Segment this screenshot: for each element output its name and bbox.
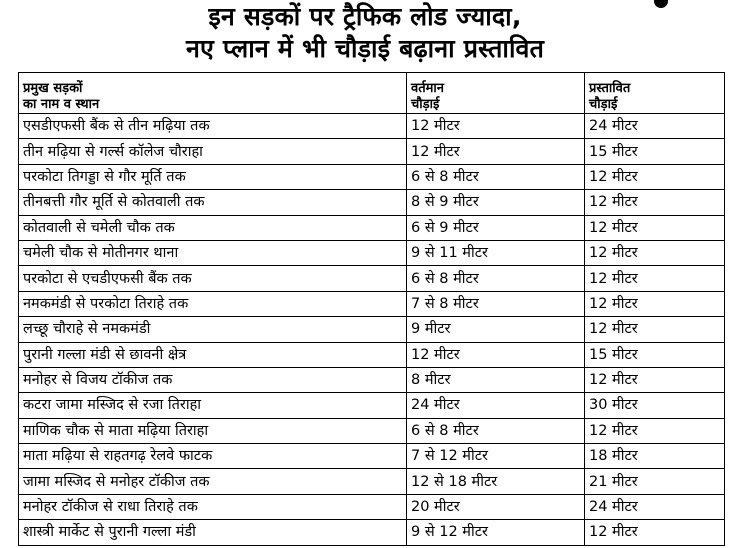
header-road-line-2: का नाम व स्थान [23,97,100,112]
table-row [19,164,725,189]
proposed-width-cell: 24 मीटर [585,114,725,139]
table-row [19,342,725,367]
road-name-cell: मनोहर टॉकीज से राधा तिराहे तक [19,494,407,519]
current-width-cell: 9 से 11 मीटर [407,240,585,265]
proposed-width-cell: 30 मीटर [585,393,725,418]
current-width-cell: 7 से 8 मीटर [407,291,585,316]
table-row [19,139,725,164]
headline-line-2: नए प्लान में भी चौड़ाई बढ़ाना प्रस्तावित [185,34,545,63]
proposed-width-cell: 12 मीटर [585,291,725,316]
road-name-cell: एसडीएफसी बैंक से तीन मढ़िया तक [19,114,407,139]
table-row [19,494,725,519]
road-name-cell: माणिक चौक से माता मढ़िया तिराहा [19,418,407,443]
road-name-cell: कोतवाली से चमेली चौक तक [19,215,407,240]
table-row [19,215,725,240]
table-header-row [19,73,725,114]
table-row [19,291,725,316]
current-width-cell: 6 से 8 मीटर [407,418,585,443]
proposed-width-cell: 12 मीटर [585,367,725,392]
road-name-cell: तीन मढ़िया से गर्ल्स कॉलेज चौराहा [19,139,407,164]
current-width-cell: 8 से 9 मीटर [407,190,585,215]
table-row [19,190,725,215]
current-width-cell: 9 मीटर [407,317,585,342]
road-name-cell: माता मढ़िया से राहतगढ़ रेलवे फाटक [19,444,407,469]
current-width-cell: 7 से 12 मीटर [407,444,585,469]
table-row [19,240,725,265]
road-name-cell: परकोटा से एचडीएफसी बैंक तक [19,266,407,291]
proposed-width-cell: 12 मीटर [585,240,725,265]
proposed-width-cell: 21 मीटर [585,469,725,494]
header-current-line-2: चौड़ाई [411,97,440,112]
current-width-cell: 24 मीटर [407,393,585,418]
proposed-width-cell: 12 मीटर [585,418,725,443]
proposed-width-cell: 15 मीटर [585,342,725,367]
road-name-cell: नमकमंडी से परकोटा तिराहे तक [19,291,407,316]
proposed-width-cell: 12 मीटर [585,520,725,545]
proposed-width-cell: 18 मीटर [585,444,725,469]
proposed-width-cell: 12 मीटर [585,164,725,189]
header-proposed-line-2: चौड़ाई [589,97,618,112]
road-name-cell: चमेली चौक से मोतीनगर थाना [19,240,407,265]
header-current-line-1: वर्तमान [411,81,444,96]
proposed-width-cell: 15 मीटर [585,139,725,164]
header-road-name [19,73,407,114]
road-name-cell: तीनबत्ती गौर मूर्ति से कोतवाली तक [19,190,407,215]
road-name-cell: लच्छू चौराहे से नमकमंडी [19,317,407,342]
table-row [19,367,725,392]
proposed-width-cell: 12 मीटर [585,317,725,342]
road-name-cell: कटरा जामा मस्जिद से रजा तिराहा [19,393,407,418]
proposed-width-cell: 12 मीटर [585,266,725,291]
road-name-cell: परकोटा तिगड्डा से गौर मूर्ति तक [19,164,407,189]
current-width-cell: 20 मीटर [407,494,585,519]
table-row [19,469,725,494]
header-proposed-line-1: प्रस्तावित [589,81,631,96]
current-width-cell: 6 से 8 मीटर [407,164,585,189]
headline [0,0,730,66]
header-current-width [407,73,585,114]
table-row [19,317,725,342]
proposed-width-cell: 12 मीटर [585,190,725,215]
table-row [19,444,725,469]
current-width-cell: 12 मीटर [407,114,585,139]
proposed-width-cell: 12 मीटर [585,215,725,240]
current-width-cell: 6 से 9 मीटर [407,215,585,240]
table-row [19,393,725,418]
headline-line-1: इन सड़कों पर ट्रैफिक लोड ज्यादा, [208,2,522,31]
current-width-cell: 12 मीटर [407,139,585,164]
current-width-cell: 8 मीटर [407,367,585,392]
road-name-cell: जामा मस्जिद से मनोहर टॉकीज तक [19,469,407,494]
header-proposed-width [585,73,725,114]
current-width-cell: 6 से 8 मीटर [407,266,585,291]
header-road-line-1: प्रमुख सड़कों [23,81,83,96]
current-width-cell: 12 से 18 मीटर [407,469,585,494]
road-name-cell: मनोहर से विजय टॉकीज तक [19,367,407,392]
table-row [19,266,725,291]
table-row [19,114,725,139]
road-name-cell: शास्त्री मार्केट से पुरानी गल्ला मंडी [19,520,407,545]
current-width-cell: 12 मीटर [407,342,585,367]
road-width-table [18,72,725,546]
road-name-cell: पुरानी गल्ला मंडी से छावनी क्षेत्र [19,342,407,367]
table-row [19,418,725,443]
table-row [19,520,725,545]
proposed-width-cell: 24 मीटर [585,494,725,519]
current-width-cell: 9 से 12 मीटर [407,520,585,545]
